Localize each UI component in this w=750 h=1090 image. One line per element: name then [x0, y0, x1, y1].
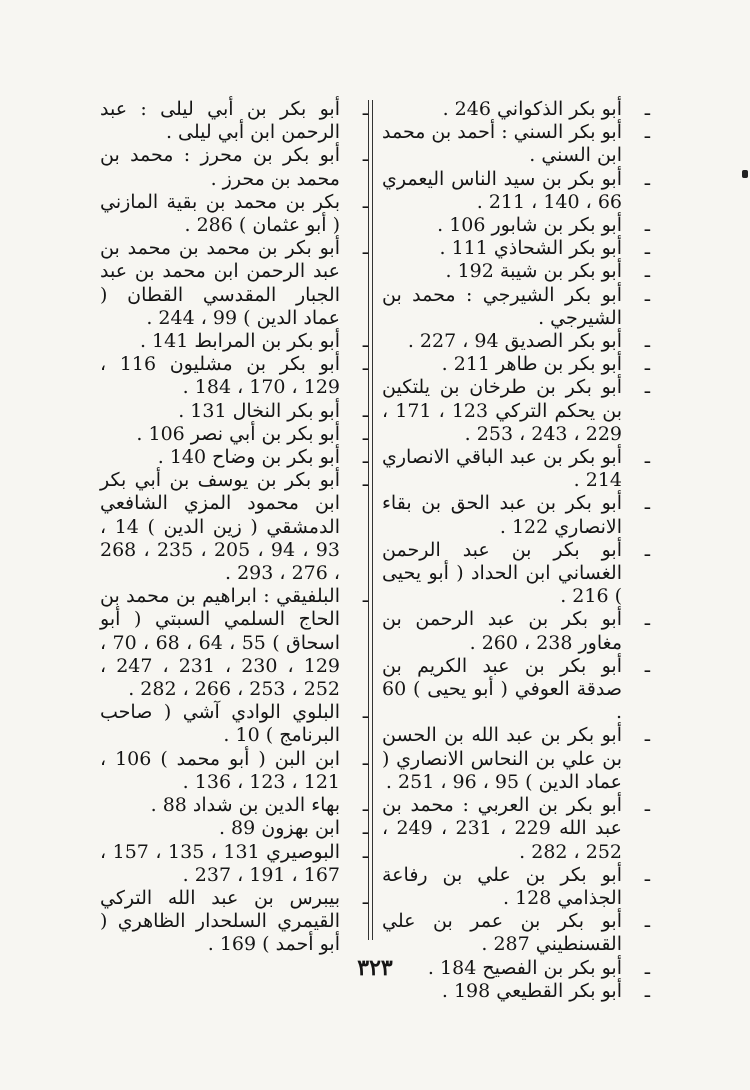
- index-entry: ـ أبو بكر بن الفصيح 184 .: [427, 956, 650, 979]
- index-entry: ـ أبو بكر الشيرجي : محمد بن الشيرجي .: [382, 283, 650, 329]
- index-entry: ـ أبو بكر القطيعي 198 .: [441, 979, 650, 1002]
- index-entry: ـ أبو بكر بن محمد بن محمد بن عبد الرحمن ابن محمد بن عبد الجبار المقدسي القطان ( عماد الدين ) 99 ، 244 .: [100, 237, 368, 329]
- index-entry: ـ أبو بكر بن شابور 106 .: [437, 214, 650, 237]
- index-entry: ـ أبو بكر بن أبي ليلى : عبد الرحمن ابن أبي ليلى .: [100, 98, 368, 144]
- left-column: [100, 98, 368, 957]
- index-entry: ـ أبو بكر بن عبد الرحمن بن مغاور 238 ، 260 .: [382, 608, 650, 654]
- column-divider: [372, 100, 373, 940]
- index-entry: ـ أبو بكر الشحاذي 111 .: [439, 237, 650, 260]
- index-entry: ـ أبو بكر بن شيبة 192 .: [445, 260, 650, 283]
- index-entry: ـ أبو بكر بن سيد الناس اليعمري 66 ، 140 ، 211 .: [382, 167, 650, 213]
- page-number: ٣٢٣: [357, 955, 393, 981]
- index-entry: ـ أبو بكر بن العربي : محمد بن عبد الله 229 ، 231 ، 249 ، 252 ، 282 .: [382, 794, 650, 863]
- index-entry: ـ أبو بكر بن عبد الباقي الانصاري 214 .: [382, 446, 650, 492]
- index-entry: ـ أبو بكر بن عبد الله بن الحسن بن علي بن النحاس الانصاري ( عماد الدين ) 95 ، 96 ، 251 .: [382, 724, 650, 793]
- index-entry: ـ ابن البن ( أبو محمد ) 106 ، 121 ، 123 ، 136 .: [100, 747, 368, 793]
- index-entry: ـ البوصيري 131 ، 135 ، 157 ، 167 ، 191 ، 237 .: [100, 840, 368, 886]
- index-entry: ـ بهاء الدين بن شداد 88 .: [150, 794, 368, 817]
- index-entry: ـ البلوي الوادي آشي ( صاحب البرنامج ) 10 .: [100, 701, 368, 747]
- margin-mark: [742, 170, 748, 178]
- index-entry: ـ أبو بكر الصديق 94 ، 227 .: [407, 330, 650, 353]
- index-entry: ـ بيبرس بن عبد الله التركي القيمري السلحدار الظاهري ( أبو أحمد ) 169 .: [100, 886, 368, 956]
- index-entry: ـ أبو بكر الذكواني 246 .: [442, 98, 650, 120]
- index-entry: ـ أبو بكر النخال 131 .: [178, 399, 368, 422]
- index-entry: ـ أبو بكر بن عبد الحق بن بقاء الانصاري 122 .: [382, 492, 650, 538]
- index-entry: ـ أبو بكر بن طرخان بن يلتكين بن يحكم التركي 123 ، 171 ، 229 ، 243 ، 253 .: [382, 376, 650, 445]
- index-entry: ـ أبو بكر بن يوسف بن أبي بكر ابن محمود المزي الشافعي الدمشقي ( زين الدين ) 14 ، 93 ، 94 ، 205 ، 235 ، 268 ، 276 ، 293 .: [100, 469, 368, 585]
- column-divider: [368, 100, 369, 940]
- index-entry: ـ أبو بكر بن علي بن رفاعة الجذامي 128 .: [382, 863, 650, 909]
- index-entry: ـ أبو بكر بن عبد الرحمن الغساني ابن الحداد ( أبو يحيى ) 216 .: [382, 538, 650, 608]
- index-entry: ـ أبو بكر بن المرابط 141 .: [139, 330, 368, 353]
- index-entry: ـ أبو بكر بن عبد الكريم بن صدقة العوفي ( أبو يحيى ) 60 .: [382, 654, 650, 724]
- index-entry: ـ أبو بكر بن وضاح 140 .: [157, 446, 368, 469]
- right-column: [381, 98, 650, 1003]
- index-entry: ـ ابن بهزون 89 .: [218, 817, 368, 840]
- index-entry: ـ أبو بكر بن أبي نصر 106 .: [136, 422, 368, 445]
- index-entry: ـ أبو بكر السني : أحمد بن محمد ابن السني .: [381, 121, 650, 167]
- index-entry: ـ أبو بكر بن مشليون 116 ، 129 ، 170 ، 184 .: [100, 353, 368, 399]
- index-entry: ـ أبو بكر بن عمر بن علي القسنطيني 287 .: [382, 910, 650, 956]
- index-entry: ـ أبو بكر بن محرز : محمد بن محمد بن محرز .: [100, 144, 368, 190]
- index-entry: ـ البلفيقي : ابراهيم بن محمد بن الحاج السلمي السبتي ( أبو اسحاق ) 55 ، 64 ، 68 ، 70 ، 129 ، 230 ، 231 ، 247 ، 252 ، 253 ، 266 ، 282 .: [100, 585, 368, 701]
- index-entry: ـ أبو بكر بن طاهر 211 .: [441, 353, 650, 376]
- index-entry: ـ بكر بن محمد بن بقية المازني ( أبو عثمان ) 286 .: [100, 190, 368, 237]
